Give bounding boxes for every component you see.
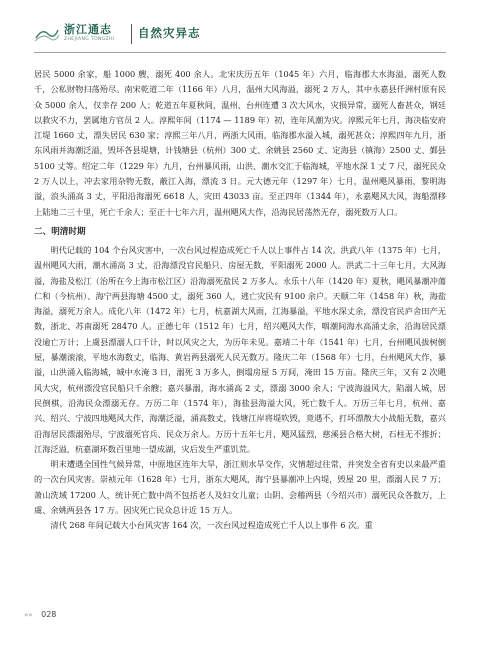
zhejiang-tongzhi-logo-icon <box>34 24 60 44</box>
brand <box>64 23 120 43</box>
page-footer <box>24 610 56 619</box>
footer-marker: »» <box>24 611 33 619</box>
paragraph-qing: 清代 268 年间记载大小台风灾害 164 次，一次台风过程造成死亡千人以上事件 6 次。重 <box>50 520 373 531</box>
page-header <box>34 12 446 60</box>
brand-subtitle: ZHEJIANG TONGZHI <box>64 37 115 42</box>
header-divider <box>131 24 132 44</box>
header-rule <box>34 52 446 53</box>
page-number: 028 <box>41 610 57 619</box>
section-title: 自然灾异志 <box>138 26 201 40</box>
paragraph-song-yuan: 居民 5000 余家，船 1000 艘，溺死 400 余人。北宋庆历五年（1045 年）六月，临海郡大水海溢，溺死人数千，公私财物扫荡殆尽。南宋乾道二年（1166 年）八月，温州大风海溢，溺死 2 万人，其中永嘉县仟洲村原有民众 5000 余人，仅幸存 200 人；乾道五年夏秋间，温州、台州连遭 3 次大风水，灾损异常，溺死人畜甚众，钢廷以救灾不力，罢属地方官员 2 人。淳熙年间（1174 — 1189 年）初，连年风潮为灾。淳熙元年七月，海决临安府江堤 1660 丈，漂失居民 630 家；淳熙三年八月，两浙大风雨，临海郡水溢入城，溺死甚众；淳熙四年九月，浙东风雨并海潮泛溢，毁坏各县堤塘，计钱塘县（杭州）300 丈、余姚县 2560 丈、定海县（镇海）2500 丈、鄞县 5100 丈等。绍定二年（1229 年）九月，台州暴风雨，山洪、潮水交汇于临海城，平地水深 1 丈 7 尺，溺死民众 2 万人以上，冲去家用杂物无数，蔽江入海，漂流 3 日。元大德元年（1297 年）七月，温州飓风暴雨，黎明海溢，浪头涌高 3 丈，平阳沿海溺死 6618 人，灾田 43033 亩。至正四年（1344 年），永嘉飓风大风，海船漂移上陆地二三十里，死亡千余人；至正十七年六月，温州飓风大作，沿海民居荡然无存，溺死数万人口。 <box>34 69 446 217</box>
brand-title: 浙江通志 <box>64 23 112 36</box>
paragraph-ming: 明代记载的 104 个台风灾害中，一次台风过程造成死亡千人以上事件占 14 次。洪武八年（1375 年）七月，温州飓风大雨，潮水涌高 3 丈，沿海漂没官民船只、房屋无数，平阳溺死 2000 人。洪武二十三年七月，大风海溢，海盐及松江（治所在今上海市松江区）沿海溺死盐民 2 万多人。永乐十八年（1420 年）夏秋，飓风暴潮冲蕩仁和（今杭州）、海宁两县海塘 4500 丈，溺死 360 人，逃亡灾民有 9100 余户。天顺二年（1458 年）秋，海盐海溢，溺死万余人。成化八年（1472 年）七月，杭嘉湖大风雨，江海暴溢，平地水深丈余，漂没官民庐舍田产无数，浙北、苏南溺死 28470 人。正德七年（1512 年）七月，绍兴飓风大作，咽潮间海水高涌丈余，沿海居民漂没逾亡万计；上虞县漂溺人口千计，时以风灾之大，为历年未见。嘉靖二十年（1541 年）七月，台州飓风拔树倒屋，暴潮滚滚，平地水海数丈，临海、黄岩两县溺死人民无数万。隆庆二年（1568 年）七月，台州飓风大作，暴溢，山洪涌入临海城，城中水淹 3 日，溺死 3 万多人，倒塌房屋 5 万间，淹田 15 万亩。隆庆三年，又有 2 次飓风大灾，杭州漂没官民船只千余艘；嘉兴暴溺，海水涌高 2 丈，漂溺 3000 余人；宁波海溢风大，陷溺人城，居民倒棋，沿海民众漂溺无存。万历二年（1574 年），海盐县海溢大风，死亡数千人。万历三年七月，杭州、嘉兴、绍兴、宁波四地飓风大作，海潮泛溢，涌高数丈，钱塘江岸将堤吹毁，竟遇不，打坏漂散大小战船无数，嘉兴沿海居民漂溺殆尽，宁波溺死官兵、民众万余人。万历十五年七月，飓风猛烈，慈溪县合格大树，石柱无不推折；江海泛溢，杭嘉湖环数百里地一望成湖，灾后发生严重饥荒。 <box>34 244 446 454</box>
page-body <box>34 67 446 534</box>
section-heading: 二、明清时期 <box>34 226 86 237</box>
paragraph-ming-late: 明末遭遇全国性气候异常，中原地区连年大旱，浙江则水旱交作，灾情超过往常，并突发全省有史以来最严重的一次台风灾害。崇祯元年（1628 年）七月，浙东大飓风，海宁县暴潮冲上内堤，毁屋 20 里，漂溺人民 7 万；萧山洗域 17200 人，统计死亡数中尚不包括老人及妇女儿童；山阴、会稽两县（今绍兴市）溺死民众各数万，上虞、余姚两县各 17 万。因灾死亡民众总计近 15 万人。 <box>34 459 446 516</box>
